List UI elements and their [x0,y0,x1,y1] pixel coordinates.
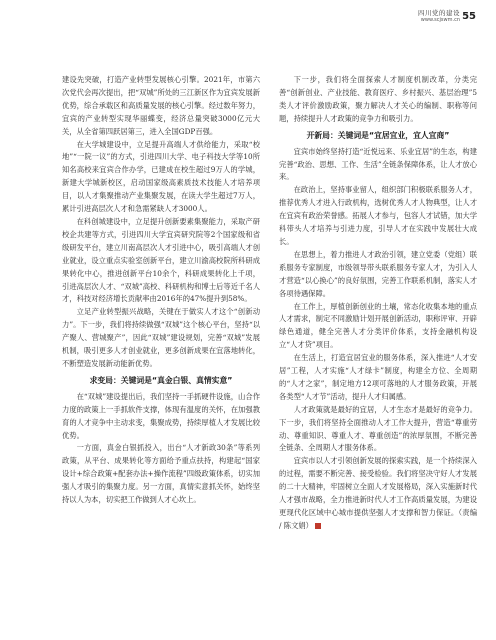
end-mark-icon [315,523,321,529]
paragraph: 在科创城建设中，立足提升创新要素集聚能力，采取产研校企共建等方式，引进四川大学宜宾研究院等2个国家级和省级研发平台，建立川南高层次人才引进中心，吸引高端人才创业就业，设立重点实验室创新平台，建立川渝高校院所科研成果转化中心，推进创新平台10余个，科研成果转化上千项，引进高层次人才、“双城”高校、科研机构和博士后等近千名人才，科技对经济增长贡献率由2016年的47%提升到58%。 [62,216,260,304]
paragraph: 在生活上，打造宜居宜业的服务体系，深入推进“人才安居”工程，人才实施“人才绿卡”制度，构建全方位、全周期的“人才之家”，制定地方12项可落地的人才服务政策，开展各类型“人才节”活动，提升人才归属感。 [279,353,477,401]
paragraph: 在政治上，坚持事业留人，组织部门积极联系服务人才，推荐优秀人才进入行政机构，选树优秀人才人物典型，让人才在宜宾有政治荣誉感。拓展人才参与，包容人才试错，加大学科带头人才培养与引进力度，引导人才在实践中发展壮大成长。 [279,185,477,246]
magazine-name: 四川党的建设 [418,9,460,17]
section-heading: 开新局：关键词是“宜居宜业，宜人宜商” [306,130,450,140]
magazine-website: www.scjswm.cn [420,17,460,23]
paragraph: 建设先突破，打造产业转型发展核心引擎。2021年，市第六次党代会再次提出，把“双城”所处的三江新区作为宜宾发展新优势，综合承载区和高质量发展的核心引擎。经过数年努力，宜宾的产业转型实现华丽蝶变，经济总量突破3000亿元大关，从全省第四跃居第三，进入全国GDP百强。 [62,75,260,136]
paragraph: 在大学城建设中，立足提升高端人才供给能力，采取“校地”“一院一议”的方式，引进四川大学、电子科技大学等10所知名高校来宜宾合作办学，已建成在校生超过9万人的学城，新建大学城新校区，启动国家级高素质技术技能人才培养项目，以人才集聚推动产业集聚发展，在读大学生超过7万人，累计引进高层次人才和急需紧缺人才3000人。 [62,139,260,214]
paragraph: 在工作上，厚植创新创业的土壤，常态化收集本地的重点人才需求，制定不同激励计划开展创新活动，职称评审、开辟绿色通道，健全完善人才分类评价体系，支持金融机构设立“人才贷”项目。 [279,301,477,350]
paragraph: 人才政策就是最好的宜居，人才生态才是最好的竞争力。下一步，我们将坚持全面推动人才工作大提升，营造“尊重劳动、尊重知识、尊重人才、尊重创造”的浓厚氛围，不断完善全链条、全周期人才服务体系。 [279,404,477,453]
paragraph: 下一步，我们将全面探索人才制度机制改革，分类完善“创新创业、产业技能、教育医疗、乡村振兴、基层治理”5类人才评价激励政策，聚力解决人才关心的编制、职称等问题，持续提升人才政策的竞争力和吸引力。 [279,75,477,123]
paragraph: 在思想上，着力推进人才政治引领，建立党委（党组）联系服务专家制度，市级领导带头联系服务专家人才，为引入人才营造“以心换心”的良好氛围，完善工作联系机制，落实人才各项待遇保障。 [279,249,477,298]
paragraph: 立足产业转型振兴战略，关键在于做实人才这个“创新动力”。下一步，我们将持续做强“双城”这个核心平台，坚持“以产聚人、营城聚产”，因此“双城”建设规划，完善“双城”发展机制，吸引更多人才创业就业，更多创新成果在宜落地转化，不断塑造发展新动能新优势。 [62,307,260,368]
section-heading: 求变局：关键词是“真金白银、真情实意” [89,375,233,385]
paragraph: 一方面，真金白银抓投入，出台“人才新政30条”等系列政策，从平台、成果转化等方面给予重点扶持，构建起“国家设计+综合政策+配套办法+操作流程”四级政策体系，切实加强人才吸引的集聚力度。另一方面，真情实意抓关怀，始终坚持以人为本，切实把工作做到人才心坎上。 [62,443,260,505]
paragraph [279,455,477,532]
paragraph: 在“双城”建设提出后，我们坚持一手抓硬件设施，山合作力度的政策上一手抓软件支撑，体现有温度的关怀，在加强教育的人才竞争中主动求变，集聚成势，持续厚植人才发展比较优势。 [62,391,260,440]
left-column [62,74,260,507]
paragraph-text: 宜宾市以人才引领创新发展的探索实践，是一个持续深入的过程，需要不断完善、接受检验。我们将坚决守好人才发展的二十大精神，牢固树立全面人才发展格局，深入实施新时代人才强市战略，全力推进新时代人才工作高质量发展，为建设更现代化区域中心城市提供坚强人才支撑和智力保证。（责编 / 陈文娟） [279,456,477,530]
paragraph: 宜宾市始终坚持打造“近悦远来、乐业宜居”的生态，构建完善“政治、思想、工作、生活”全链条保障体系，让人才放心来。 [279,146,477,182]
page-number: 55 [462,11,476,22]
right-column [279,74,477,533]
page-header [418,8,460,23]
